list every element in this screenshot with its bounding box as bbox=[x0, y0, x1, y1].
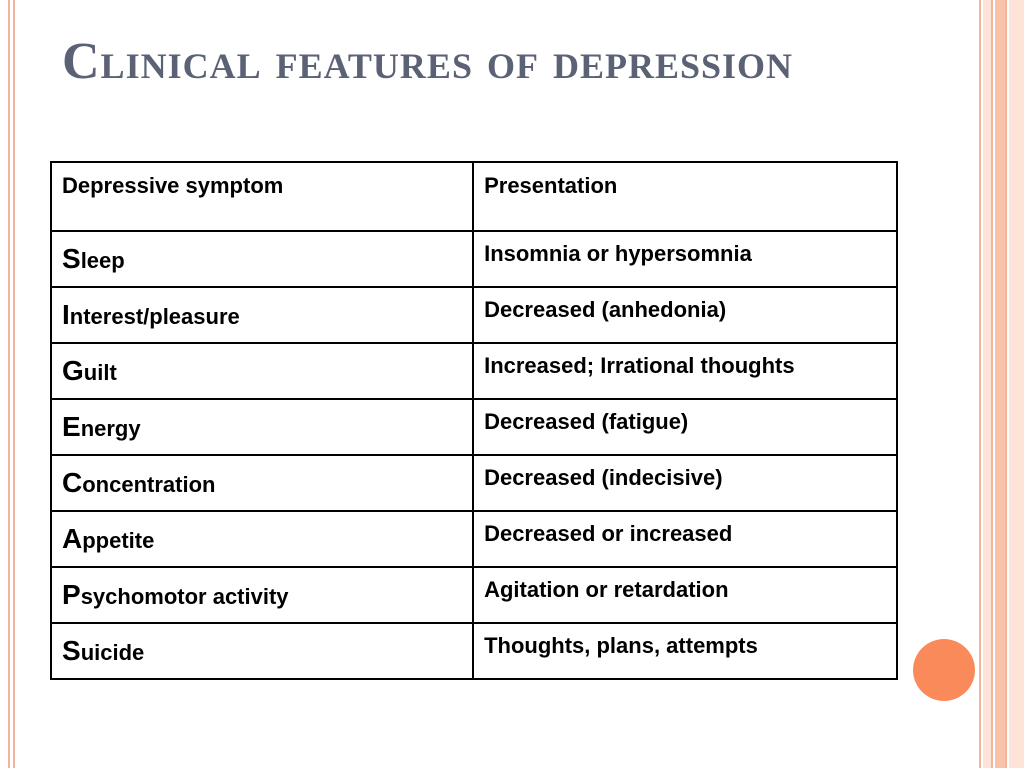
symptom-label bbox=[62, 400, 462, 443]
table-row bbox=[51, 287, 897, 343]
page-title: Clinical features of depression bbox=[62, 33, 794, 90]
symptom-cell bbox=[51, 399, 473, 455]
left-border-line bbox=[8, 0, 10, 768]
table-header-row bbox=[51, 162, 897, 231]
symptom-table-container bbox=[50, 161, 898, 680]
symptom-initial: S bbox=[62, 635, 81, 666]
table-row bbox=[51, 511, 897, 567]
symptom-cell bbox=[51, 287, 473, 343]
right-stripe bbox=[1005, 0, 1007, 768]
symptom-rest: sychomotor activity bbox=[80, 584, 289, 609]
symptom-initial: E bbox=[62, 411, 81, 442]
presentation-cell bbox=[473, 455, 897, 511]
symptom-label bbox=[62, 344, 462, 387]
presentation-text: Increased; Irrational thoughts bbox=[484, 353, 795, 378]
symptom-rest: uicide bbox=[80, 640, 145, 665]
symptom-initial: G bbox=[62, 355, 84, 386]
left-border-line bbox=[13, 0, 15, 768]
presentation-cell bbox=[473, 231, 897, 287]
symptom-rest: leep bbox=[80, 248, 125, 273]
symptom-cell bbox=[51, 623, 473, 679]
symptom-cell bbox=[51, 231, 473, 287]
symptom-rest: oncentration bbox=[82, 472, 216, 497]
symptom-label bbox=[62, 232, 462, 275]
symptom-rest: uilt bbox=[83, 360, 117, 385]
table-row bbox=[51, 343, 897, 399]
symptom-table bbox=[50, 161, 898, 680]
symptom-label bbox=[62, 624, 462, 667]
presentation-cell bbox=[473, 399, 897, 455]
presentation-text: Agitation or retardation bbox=[484, 577, 729, 602]
symptom-initial: P bbox=[62, 579, 81, 610]
table-row bbox=[51, 231, 897, 287]
presentation-text: Decreased (fatigue) bbox=[484, 409, 689, 434]
header-symptom: Depressive symptom bbox=[51, 162, 473, 231]
table-row bbox=[51, 567, 897, 623]
symptom-initial: C bbox=[62, 467, 83, 498]
symptom-label bbox=[62, 568, 462, 611]
presentation-text: Insomnia or hypersomnia bbox=[484, 241, 752, 266]
symptom-cell bbox=[51, 455, 473, 511]
symptom-rest: nergy bbox=[80, 416, 141, 441]
symptom-cell bbox=[51, 567, 473, 623]
accent-circle bbox=[913, 639, 975, 701]
symptom-initial: A bbox=[62, 523, 83, 554]
symptom-label bbox=[62, 456, 462, 499]
symptom-cell bbox=[51, 343, 473, 399]
presentation-cell bbox=[473, 343, 897, 399]
presentation-cell bbox=[473, 623, 897, 679]
symptom-cell bbox=[51, 511, 473, 567]
right-stripe bbox=[991, 0, 993, 768]
table-row bbox=[51, 623, 897, 679]
presentation-text: Decreased or increased bbox=[484, 521, 733, 546]
symptom-initial: S bbox=[62, 243, 81, 274]
symptom-rest: nterest/pleasure bbox=[69, 304, 240, 329]
table-row bbox=[51, 455, 897, 511]
right-stripe bbox=[1009, 0, 1024, 768]
right-stripe bbox=[995, 0, 1005, 768]
symptom-label bbox=[62, 512, 462, 555]
symptom-initial: I bbox=[62, 299, 70, 330]
header-presentation: Presentation bbox=[473, 162, 897, 231]
presentation-cell bbox=[473, 287, 897, 343]
symptom-rest: ppetite bbox=[82, 528, 155, 553]
presentation-text: Decreased (indecisive) bbox=[484, 465, 723, 490]
presentation-text: Decreased (anhedonia) bbox=[484, 297, 727, 322]
table-row bbox=[51, 399, 897, 455]
right-stripe bbox=[979, 0, 981, 768]
symptom-label bbox=[62, 288, 462, 331]
presentation-cell bbox=[473, 567, 897, 623]
presentation-text: Thoughts, plans, attempts bbox=[484, 633, 758, 658]
presentation-cell bbox=[473, 511, 897, 567]
right-stripe bbox=[983, 0, 991, 768]
